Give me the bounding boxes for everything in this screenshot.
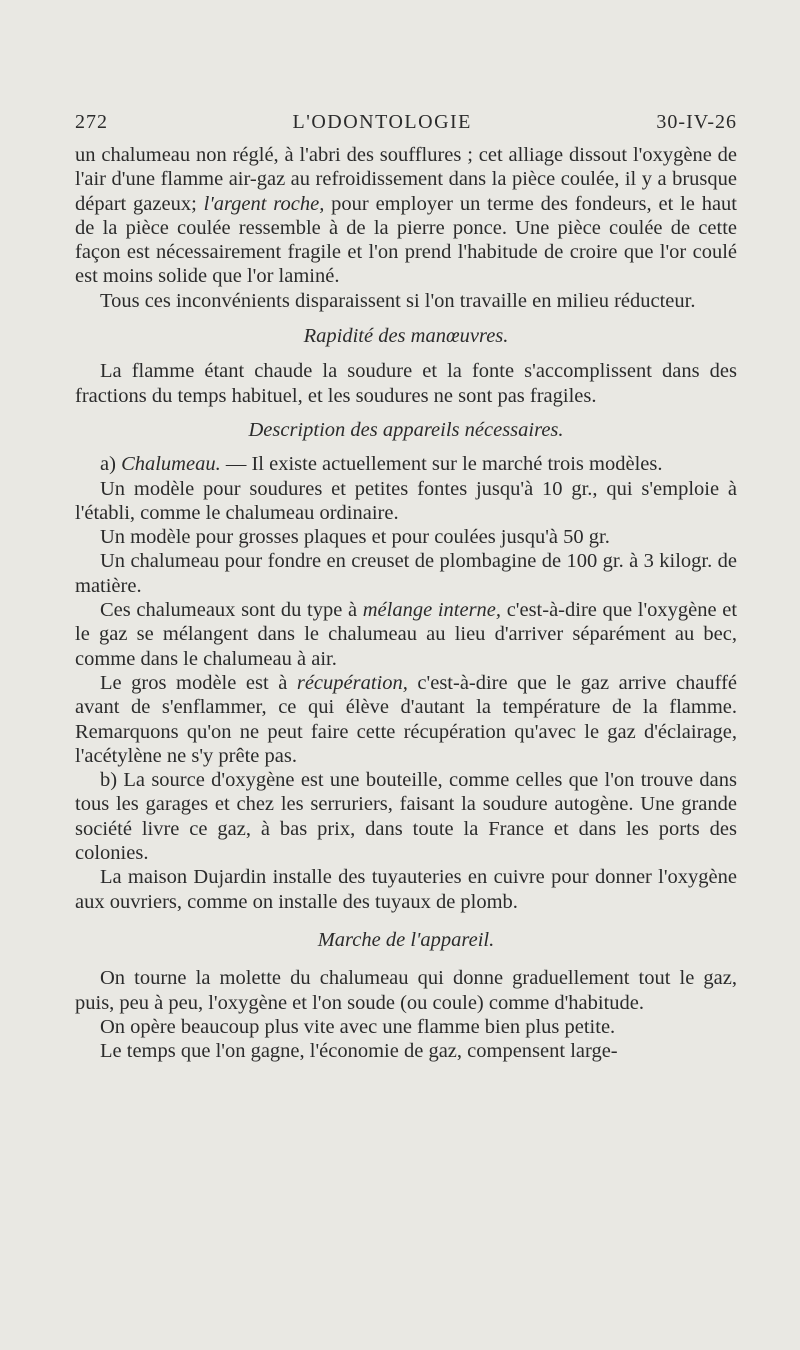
paragraph: Tous ces inconvénients disparaissent si l'on travaille en milieu réducteur. [100,289,696,312]
paragraph: un chalumeau non réglé, à l'abri des soufflures ; cet alliage dissout l'oxygène de l'air d'une flamme air-gaz au refroidissement dans la pièce coulée, il y a brusque départ gazeux; l'argent roche, pour employer un terme des fondeurs, et le haut de la pièce coulée ressemble à de la pierre ponce. Une pièce coulée de cette façon est nécessairement fragile et l'on prend l'habitude de croire que l'or coulé est moins solide que l'or laminé. [75,144,737,288]
paragraph: On tourne la molette du chalumeau qui donne graduellement tout le gaz, puis, peu à peu, l'oxygène et l'on soude (ou coule) comme d'habitude. [75,967,737,1014]
section-heading: Description des appareils nécessaires. [248,418,564,441]
page-body [75,143,737,1063]
issue-date: 30-IV-26 [656,111,737,133]
section-heading: Marche de l'appareil. [317,928,495,951]
paragraph: La maison Dujardin installe des tuyauteries en cuivre pour donner l'oxygène aux ouvriers, comme on installe des tuyaux de plomb. [75,866,737,913]
paragraph: Le temps que l'on gagne, l'économie de gaz, compensent large- [100,1040,618,1063]
section-heading: Rapidité des manœuvres. [303,325,509,348]
paragraph: Un modèle pour soudures et petites fontes jusqu'à 10 gr., qui s'emploie à l'établi, comme le chalumeau ordinaire. [75,477,737,524]
paragraph: La flamme étant chaude la soudure et la fonte s'accomplissent dans des fractions du temps habituel, et les soudures ne sont pas fragiles. [75,360,737,407]
paragraph: Un chalumeau pour fondre en creuset de plombagine de 100 gr. à 3 kilogr. de matière. [75,550,737,597]
running-header [75,111,737,134]
paragraph: On opère beaucoup plus vite avec une flamme bien plus petite. [100,1015,616,1038]
page-number: 272 [75,111,108,133]
journal-title: L'ODONTOLOGIE [292,111,472,133]
paragraph: Le gros modèle est à récupération, c'est-à-dire que le gaz arrive chauffé avant de s'enflammer, ce qui élève d'autant la température de la flamme. Remarquons qu'on ne peut faire cette récupération qu'avec le gaz d'éclairage, l'acétylène ne s'y prête pas. [75,671,738,767]
paragraph: a) Chalumeau. — Il existe actuellement sur le marché trois modèles. [100,453,663,476]
paragraph: b) La source d'oxygène est une bouteille, comme celles que l'on trouve dans tous les garages et chez les serruriers, faisant la soudure autogène. Une grande société livre ce gaz, à bas prix, dans toute la France et dans les ports des colonies. [75,769,737,865]
paragraph: Ces chalumeaux sont du type à mélange interne, c'est-à-dire que l'oxygène et le gaz se mélangent dans le chalumeau au lieu d'arriver séparément au bec, comme dans le chalumeau à air. [75,599,738,670]
paragraph: Un modèle pour grosses plaques et pour coulées jusqu'à 50 gr. [100,526,610,549]
